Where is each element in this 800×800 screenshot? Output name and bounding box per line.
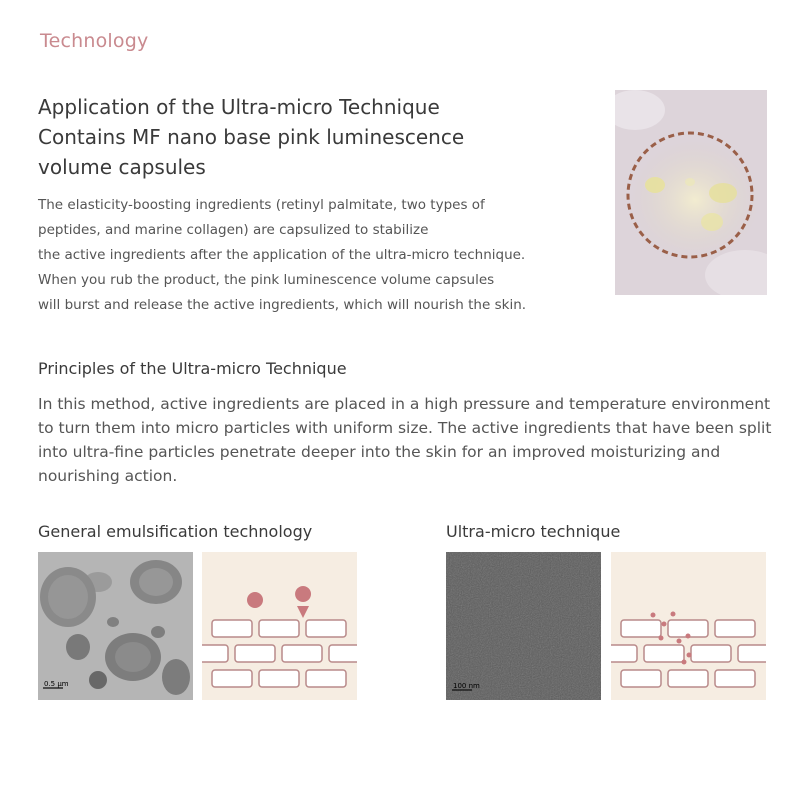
principles-title: Principles of the Ultra-micro Technique (38, 359, 347, 378)
intro-line-3: the active ingredients after the application of the ultra-micro technique. (38, 247, 526, 263)
skin-cell (644, 645, 684, 662)
skin-cell (212, 620, 252, 637)
capsule-closeup-illustration (615, 90, 767, 295)
headline-line-2: Contains MF nano base pink luminescence (38, 125, 465, 149)
headline-line-1: Application of the Ultra-micro Technique (38, 95, 440, 119)
skin-cell (259, 670, 299, 687)
ultra-micrograph-image (446, 552, 601, 700)
skin-cell (715, 670, 755, 687)
principles-line-2: to turn them into micro particles with uniform size. The active ingredients that have been split (38, 419, 772, 437)
skin-cell (212, 670, 252, 687)
skin-cell (691, 645, 731, 662)
intro-line-1: The elasticity-boosting ingredients (retinyl palmitate, two types of (38, 197, 485, 213)
ultra-scale-label: 100 nm (453, 682, 480, 690)
skin-cell (259, 620, 299, 637)
general-emulsification-caption: General emulsification technology (38, 522, 313, 541)
large-capsule (247, 592, 263, 608)
ultra-micrograph-illustration (446, 552, 601, 700)
headline (38, 92, 464, 182)
general-micrograph-illustration (38, 552, 193, 700)
ultra-micro-diagram (611, 552, 766, 700)
skin-cell (715, 620, 755, 637)
capsule-closeup-image (615, 90, 767, 295)
general-emulsification-diagram (202, 552, 357, 700)
ultra-skin-diagram (611, 552, 766, 700)
skin-cell (621, 670, 661, 687)
intro-paragraph (38, 193, 526, 318)
headline-line-3: volume capsules (38, 155, 206, 179)
principles-line-1: In this method, active ingredients are placed in a high pressure and temperature environment (38, 395, 771, 413)
principles-body (38, 392, 771, 488)
skin-cell (306, 670, 346, 687)
skin-cell (738, 645, 766, 662)
intro-line-2: peptides, and marine collagen) are capsulized to stabilize (38, 222, 429, 238)
skin-cell (235, 645, 275, 662)
general-scale-label: 0.5 μm (44, 680, 69, 688)
skin-cell (611, 645, 637, 662)
intro-line-5: will burst and release the active ingredients, which will nourish the skin. (38, 297, 527, 313)
skin-cell (668, 670, 708, 687)
skin-cell (202, 645, 228, 662)
intro-line-4: When you rub the product, the pink luminescence volume capsules (38, 272, 495, 288)
general-micrograph-image (38, 552, 193, 700)
skin-cell (329, 645, 357, 662)
skin-cell (621, 620, 661, 637)
general-skin-diagram (202, 552, 357, 700)
principles-line-3: into ultra-fine particles penetrate deeper into the skin for an improved moisturizing and (38, 443, 721, 461)
skin-cell (282, 645, 322, 662)
skin-cell (306, 620, 346, 637)
section-label: Technology (40, 30, 149, 52)
ultra-micro-caption: Ultra-micro technique (446, 522, 621, 541)
principles-line-4: nourishing action. (38, 467, 178, 485)
